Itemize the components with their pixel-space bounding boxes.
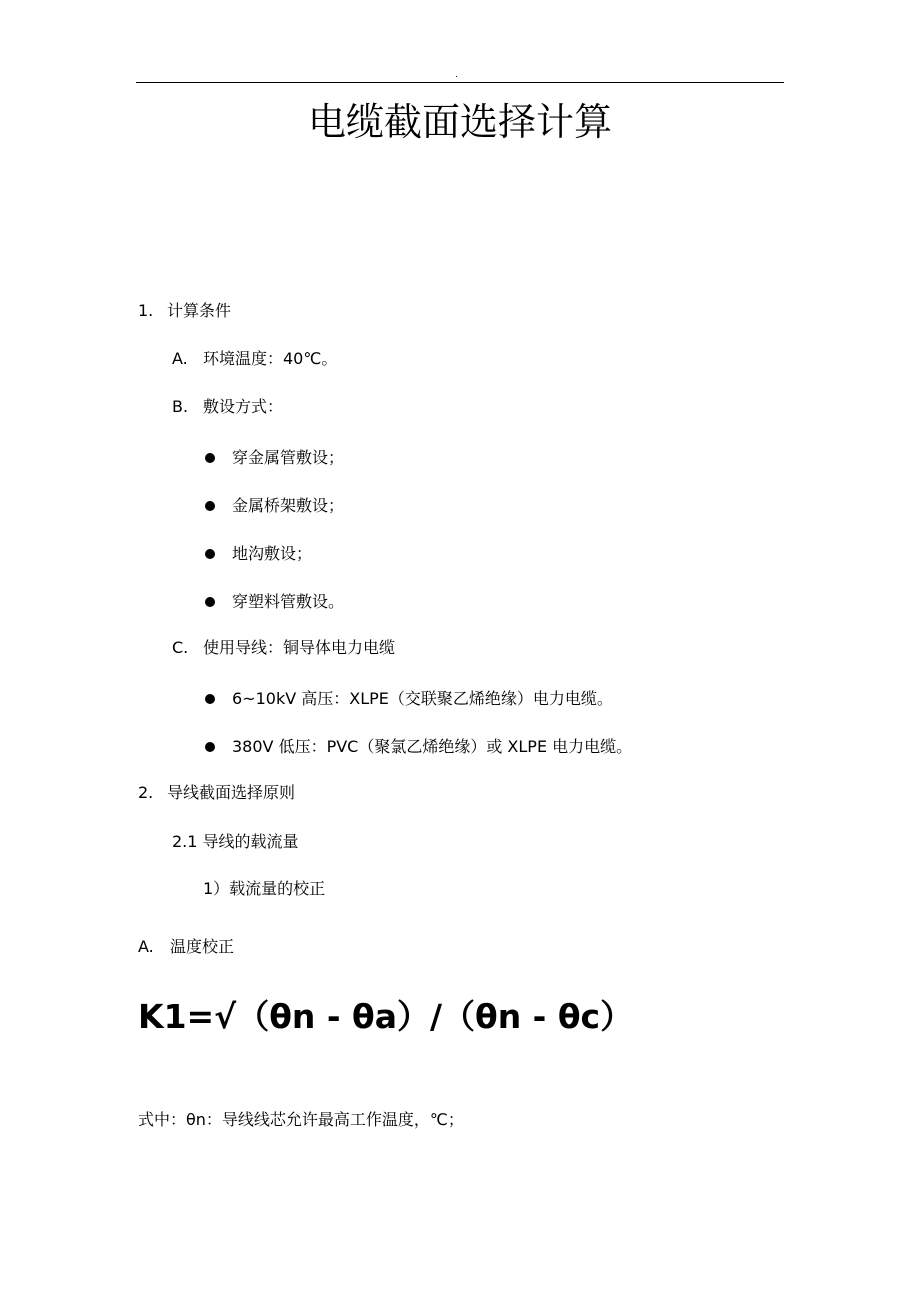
temperature-correction-text: 温度校正	[170, 937, 235, 956]
condition-c-line	[172, 637, 395, 659]
subsubsection-heading: 1）载流量的校正	[203, 879, 326, 898]
condition-b-text: 敷设方式：	[203, 397, 284, 416]
bullet-icon	[205, 501, 215, 511]
condition-c-marker: C.	[172, 638, 189, 657]
correction-formula: K1=√（θn - θa）/（θn - θc）	[138, 997, 634, 1036]
header-dot: .	[455, 70, 458, 80]
list-item: 穿塑料管敷设。	[232, 592, 345, 611]
list-item: 穿金属管敷设；	[232, 448, 345, 467]
section1-number: 1.	[138, 301, 154, 320]
section2-heading: 导线截面选择原则	[167, 783, 296, 802]
list-item: 金属桥架敷设；	[232, 496, 345, 515]
bullet-icon	[205, 742, 215, 752]
bullet-icon	[205, 453, 215, 463]
condition-a-marker: A.	[172, 349, 188, 368]
bullet-icon	[205, 597, 215, 607]
section1-heading: 计算条件	[167, 301, 232, 320]
condition-b-marker: B.	[172, 397, 189, 416]
header-rule	[136, 82, 784, 83]
formula-note: 式中：θn：导线线芯允许最高工作温度，℃；	[138, 1110, 464, 1129]
condition-a-line	[172, 348, 337, 370]
condition-b-line	[172, 396, 283, 418]
condition-c-text: 使用导线：铜导体电力电缆	[203, 638, 396, 657]
subsection-heading: 2.1 导线的载流量	[172, 832, 299, 851]
section1-heading-line	[138, 300, 231, 322]
list-item: 地沟敷设；	[232, 544, 313, 563]
page-title: 电缆截面选择计算	[307, 100, 612, 144]
condition-a-text: 环境温度：40℃。	[203, 349, 338, 368]
list-item: 380V 低压：PVC（聚氯乙烯绝缘）或 XLPE 电力电缆。	[232, 737, 633, 756]
list-item: 6~10kV 高压：XLPE（交联聚乙烯绝缘）电力电缆。	[232, 689, 613, 708]
bullet-icon	[205, 694, 215, 704]
temperature-correction-line	[138, 936, 234, 958]
bullet-icon	[205, 549, 215, 559]
section2-number: 2.	[138, 783, 154, 802]
section2-heading-line	[138, 782, 295, 804]
temperature-correction-marker: A.	[138, 937, 154, 956]
